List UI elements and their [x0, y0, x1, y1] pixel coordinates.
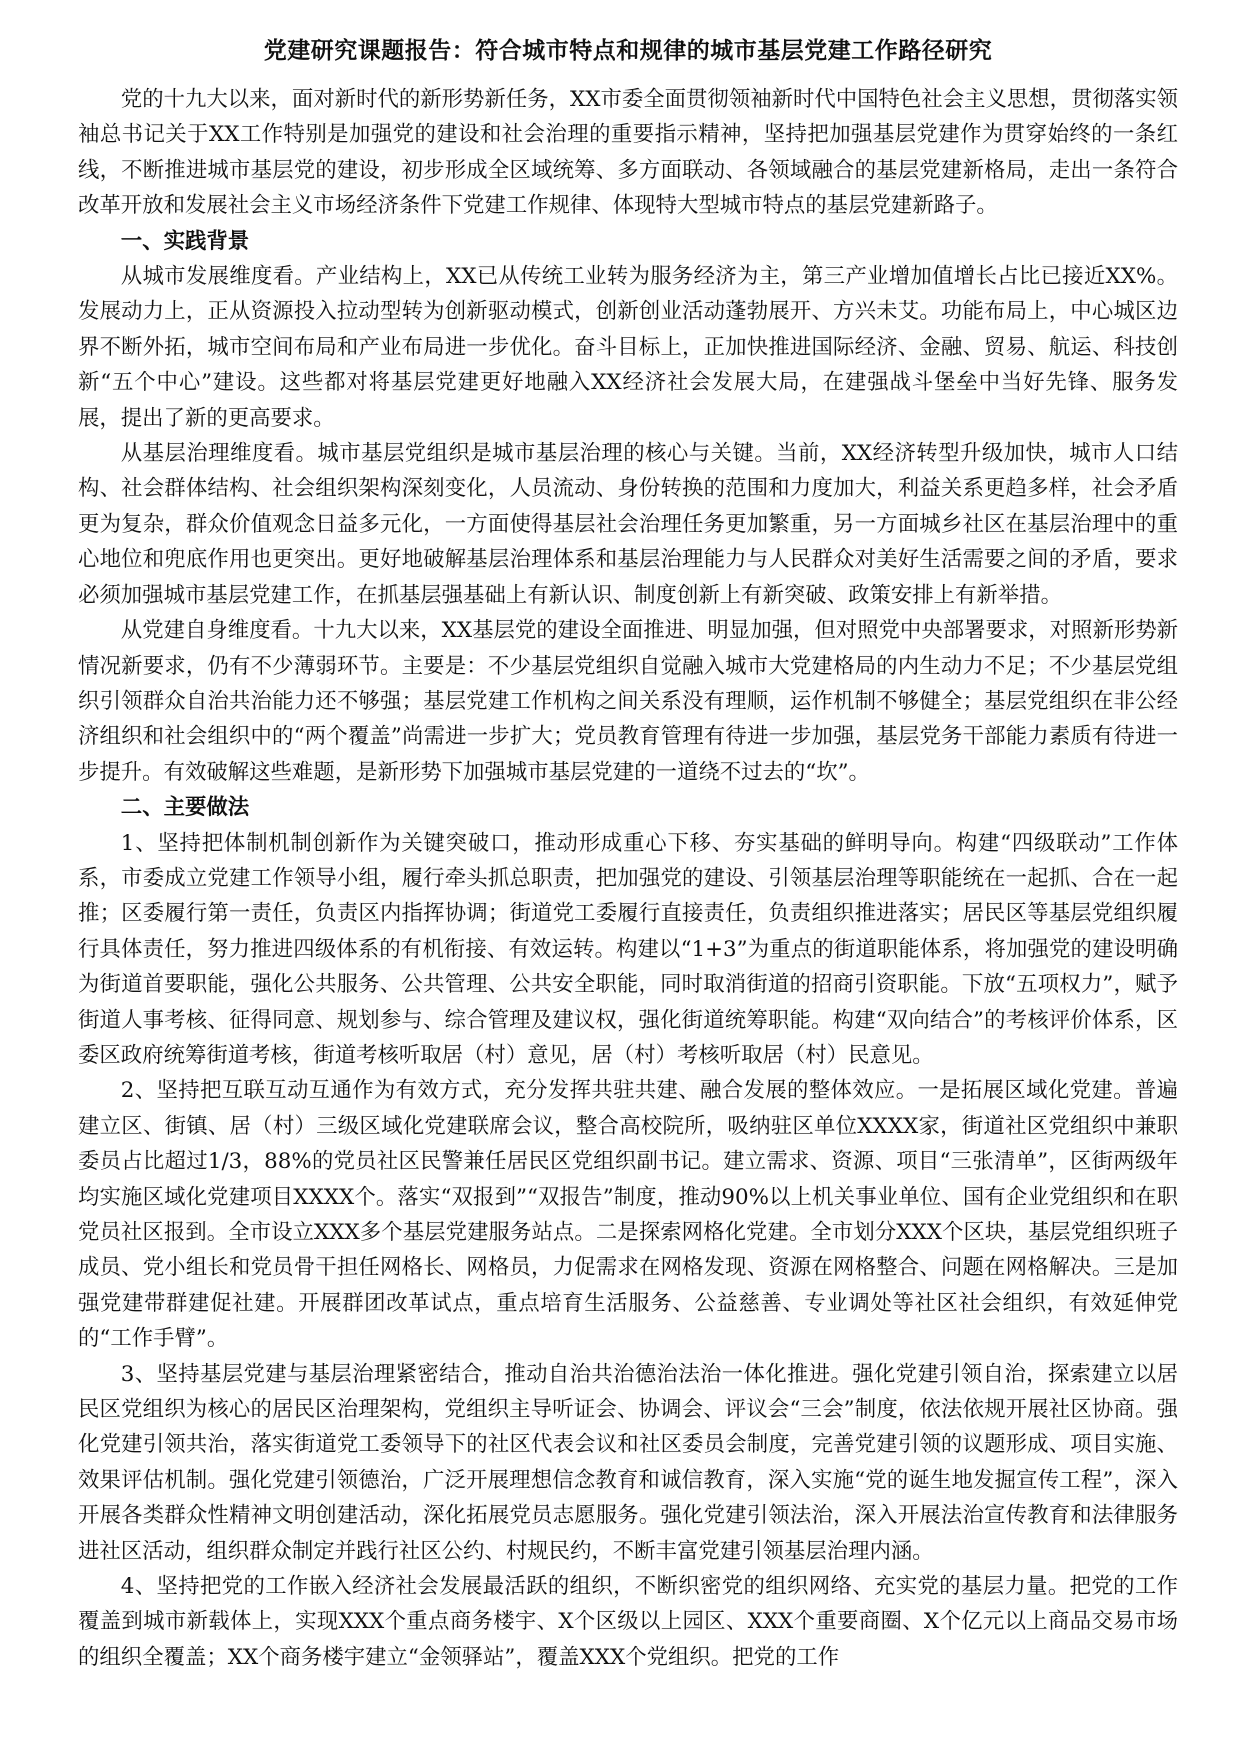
- background-paragraph-urban-development: 从城市发展维度看。产业结构上，XX已从传统工业转为服务经济为主，第三产业增加值增长占比已接近XX%。发展动力上，正从资源投入拉动型转为创新驱动模式，创新创业活动蓬勃展开、方兴未艾。功能布局上，中心城区边界不断外拓，城市空间布局和产业布局进一步优化。奋斗目标上，正加快推进国际经济、金融、贸易、航运、科技创新“五个中心”建设。这些都对将基层党建更好地融入XX经济社会发展大局，在建强战斗堡垒中当好先锋、服务发展，提出了新的更高要求。: [78, 264, 1178, 431]
- document-page: [78, 30, 1178, 1675]
- document-title: 党建研究课题报告：符合城市特点和规律的城市基层党建工作路径研究: [263, 38, 993, 64]
- practice-paragraph-4: 4、坚持把党的工作嵌入经济社会发展最活跃的组织，不断织密党的组织网络、充实党的基层力量。把党的工作覆盖到城市新载体上，实现XXX个重点商务楼宇、X个区级以上园区、XXX个重要商圈、X个亿元以上商品交易市场的组织全覆盖；XX个商务楼宇建立“金领驿站”，覆盖XXX个党组织。把党的工作: [78, 1574, 1178, 1670]
- practice-paragraph-2: 2、坚持把互联互动互通作为有效方式，充分发挥共驻共建、融合发展的整体效应。一是拓展区域化党建。普遍建立区、街镇、居（村）三级区域化党建联席会议，整合高校院所，吸纳驻区单位XXXX家，街道社区党组织中兼职委员占比超过1/3，88%的党员社区民警兼任居民区党组织副书记。建立需求、资源、项目“三张清单”，区街两级年均实施区域化党建项目XXXX个。落实“双报到”“双报告”制度，推动90%以上机关事业单位、国有企业党组织和在职党员社区报到。全市设立XXX多个基层党建服务站点。二是探索网格化党建。全市划分XXX个区块，基层党组织班子成员、党小组长和党员骨干担任网格长、网格员，力促需求在网格发现、资源在网格整合、问题在网格解决。三是加强党建带群建促社建。开展群团改革试点，重点培育生活服务、公益慈善、专业调处等社区社会组织，有效延伸党的“工作手臂”。: [78, 1078, 1178, 1352]
- section-heading-background: 一、实践背景: [120, 228, 250, 254]
- practice-paragraph-3: 3、坚持基层党建与基层治理紧密结合，推动自治共治德治法治一体化推进。强化党建引领自治，探索建立以居民区党组织为核心的居民区治理架构，党组织主导听证会、协调会、评议会“三会”制度，依法依规开展社区协商。强化党建引领共治，落实街道党工委领导下的社区代表会议和社区委员会制度，完善党建引领的议题形成、项目实施、效果评估机制。强化党建引领德治，广泛开展理想信念教育和诚信教育，深入实施“党的诞生地发掘宣传工程”，深入开展各类群众性精神文明创建活动，深化拓展党员志愿服务。强化党建引领法治，深入开展法治宣传教育和法律服务进社区活动，组织群众制定并践行社区公约、村规民约，不断丰富党建引领基层治理内涵。: [78, 1361, 1178, 1564]
- practice-paragraph-1: 1、坚持把体制机制创新作为关键突破口，推动形成重心下移、夯实基础的鲜明导向。构建“四级联动”工作体系，市委成立党建工作领导小组，履行牵头抓总职责，把加强党的建设、引领基层治理等职能统在一起抓、合在一起推；区委履行第一责任，负责区内指挥协调；街道党工委履行直接责任，负责组织推进落实；居民区等基层党组织履行具体责任，努力推进四级体系的有机衔接、有效运转。构建以“1+3”为重点的街道职能体系，将加强党的建设明确为街道首要职能，强化公共服务、公共管理、公共安全职能，同时取消街道的招商引资职能。下放“五项权力”，赋予街道人事考核、征得同意、规划参与、综合管理及建议权，强化街道统筹职能。构建“双向结合”的考核评价体系，区委区政府统筹街道考核，街道考核听取居（村）意见，居（村）考核听取居（村）民意见。: [78, 830, 1178, 1068]
- section-heading-main-practices: 二、主要做法: [120, 795, 250, 821]
- background-paragraph-grassroots-governance: 从基层治理维度看。城市基层党组织是城市基层治理的核心与关键。当前，XX经济转型升级加快，城市人口结构、社会群体结构、社会组织架构深刻变化，人员流动、身份转换的范围和力度加大，利益关系更趋多样，社会矛盾更为复杂，群众价值观念日益多元化，一方面使得基层社会治理任务更加繁重，另一方面城乡社区在基层治理中的重心地位和兜底作用也更突出。更好地破解基层治理体系和基层治理能力与人民群众对美好生活需要之间的矛盾，要求必须加强城市基层党建工作，在抓基层强基础上有新认识、制度创新上有新突破、政策安排上有新举措。: [78, 441, 1178, 608]
- intro-paragraph: 党的十九大以来，面对新时代的新形势新任务，XX市委全面贯彻领袖新时代中国特色社会主义思想，贯彻落实领袖总书记关于XX工作特别是加强党的建设和社会治理的重要指示精神，坚持把加强基层党建作为贯穿始终的一条红线，不断推进城市基层党的建设，初步形成全区域统筹、多方面联动、各领域融合的基层党建新格局，走出一条符合改革开放和发展社会主义市场经济条件下党建工作规律、体现特大型城市特点的基层党建新路子。: [78, 87, 1179, 219]
- background-paragraph-party-building: 从党建自身维度看。十九大以来，XX基层党的建设全面推进、明显加强，但对照党中央部署要求，对照新形势新情况新要求，仍有不少薄弱环节。主要是：不少基层党组织自觉融入城市大党建格局的内生动力不足；不少基层党组织引领群众自治共治能力还不够强；基层党建工作机构之间关系没有理顺，运作机制不够健全；基层党组织在非公经济组织和社会组织中的“两个覆盖”尚需进一步扩大；党员教育管理有待进一步加强，基层党务干部能力素质有待进一步提升。有效破解这些难题，是新形势下加强城市基层党建的一道绕不过去的“坎”。: [78, 618, 1179, 785]
